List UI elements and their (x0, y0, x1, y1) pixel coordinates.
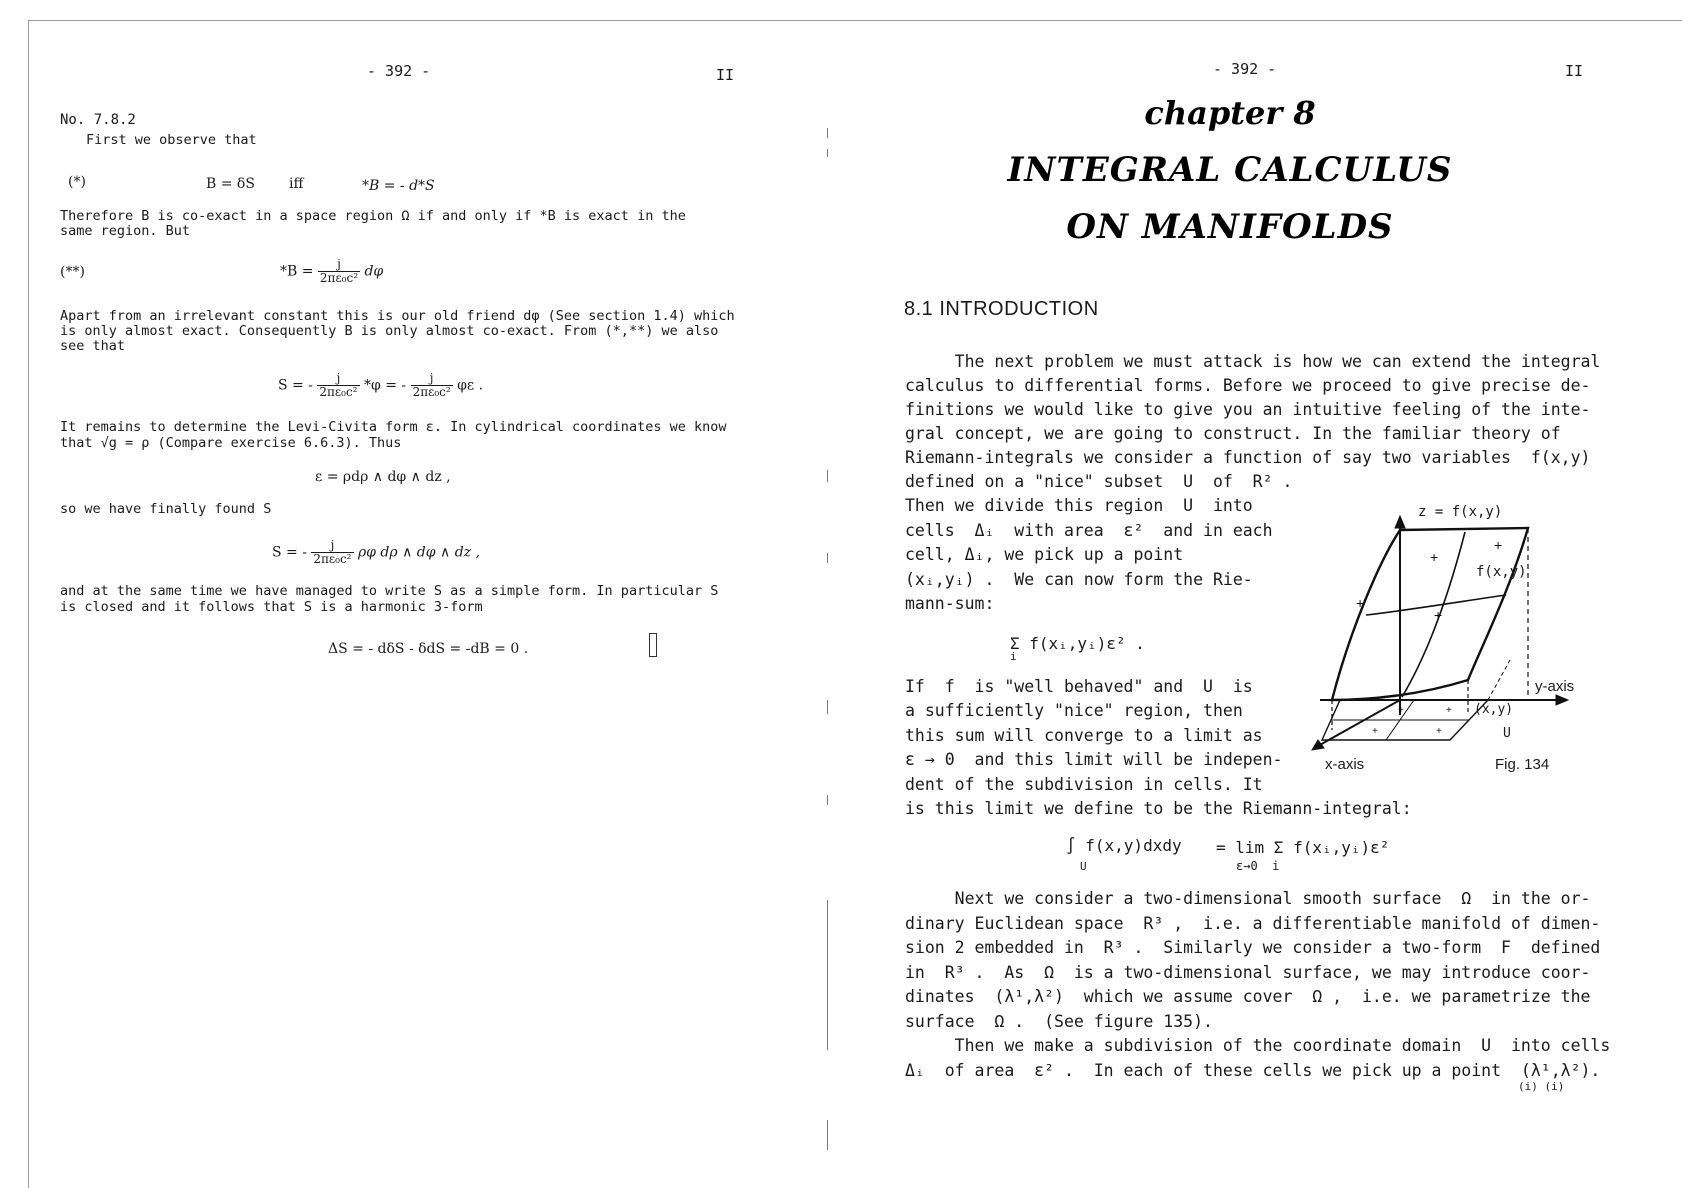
eq3-lhs: S = - (278, 377, 313, 394)
p3-line: sion 2 embedded in R³ . Similarly we consider a two-form F defined (905, 938, 1601, 957)
p1-line: Riemann-integrals we consider a function of say two variables f(x,y) (905, 448, 1591, 467)
para3-line2: that √g = ρ (Compare exercise 6.6.3). Thus (60, 435, 402, 451)
integral-rhs: = lim Σ f(xᵢ,yᵢ)ε² (1216, 838, 1390, 857)
para2-line2: is only almost exact. Consequently B is only almost co-exact. From (*,**) we also (60, 323, 719, 339)
p2-line: a sufficiently "nice" region, then (905, 701, 1243, 720)
p2-line: this sum will converge to a limit as (905, 726, 1263, 745)
gutter-mark (827, 128, 828, 138)
z-axis-arrow (1395, 516, 1405, 528)
end-of-proof-box (649, 633, 657, 657)
p2-line: ε → 0 and this limit will be indepen- (905, 750, 1283, 769)
right-volume-label: II (1565, 62, 1584, 80)
eq3-num: j (317, 372, 359, 386)
para1-line2: same region. But (60, 223, 191, 239)
riemann-sum-index: i (1010, 650, 1017, 663)
eq5-den: 2πε₀c² (313, 552, 352, 566)
eq6: ΔS = - dδS - δdS = -dB = 0 . (328, 641, 529, 657)
p2-line: If f is "well behaved" and U is (905, 677, 1253, 696)
p3-line: dinary Euclidean space R³ , i.e. a differentiable manifold of dimen- (905, 914, 1601, 933)
gutter-mark (827, 470, 828, 482)
p3-line: Δᵢ of area ε² . In each of these cells we pick up a point (λ¹,λ²). (905, 1061, 1601, 1080)
riemann-sum: Σ f(xᵢ,yᵢ)ε² . (1010, 634, 1145, 653)
y-axis-arrow (1556, 695, 1568, 705)
intro-text: First we observe that (86, 132, 257, 148)
plus-mark: + (1398, 705, 1404, 716)
p3-line: Next we consider a two-dimensional smooth surface Ω in the or- (905, 889, 1591, 908)
gutter-mark (827, 900, 828, 1050)
integral-rhs-sub: ε→0 i (1236, 859, 1280, 873)
eq1-mid: iff (289, 176, 304, 192)
eq2-fraction (318, 258, 360, 285)
eq2-lhs: *B = (280, 263, 314, 280)
gutter-mark (827, 1120, 828, 1150)
para4: so we have finally found S (60, 501, 272, 517)
integral-sub: U (1080, 860, 1087, 873)
p1-line: finitions we would like to give you an intuitive feeling of the inte- (905, 400, 1591, 419)
z-axis-label: z = f(x,y) (1418, 504, 1503, 520)
eq2-rhs: dφ (364, 263, 384, 280)
p1-line: cell, Δᵢ, we pick up a point (905, 545, 1184, 564)
eq5-fraction (311, 539, 353, 566)
gutter-mark (827, 553, 828, 563)
page-border-left (28, 20, 29, 1188)
gutter-mark (827, 700, 828, 714)
eq3-fraction-2 (411, 372, 453, 399)
problem-number: No. 7.8.2 (60, 112, 136, 128)
figure-134 (1300, 500, 1600, 780)
x-axis-arrow (1312, 740, 1324, 750)
eq5-rhs: ρφ dρ ∧ dφ ∧ dz , (357, 544, 480, 561)
point-subscript: (i) (i) (1518, 1080, 1565, 1093)
plus-mark: + (1446, 705, 1452, 716)
region-u-label: U (1503, 726, 1511, 741)
p1-line: mann-sum: (905, 594, 995, 613)
left-page-number: - 392 - (367, 62, 431, 80)
eq5-num: j (311, 539, 353, 553)
eq5 (272, 539, 480, 566)
p1-line: (xᵢ,yᵢ) . We can now form the Rie- (905, 570, 1253, 589)
integral-lhs: ∫ f(x,y)dxdy (1066, 836, 1182, 855)
eq3-rhs: φε . (457, 377, 484, 394)
gutter-mark (827, 149, 828, 157)
para1-line1: Therefore B is co-exact in a space region Ω if and only if *B is exact in the (60, 208, 686, 224)
plus-mark: + (1436, 726, 1442, 737)
p1-line: defined on a "nice" subset U of R² . (905, 472, 1293, 491)
chapter-label: chapter 8 (1144, 94, 1316, 132)
p1-line: cells Δᵢ with area ε² and in each (905, 521, 1273, 540)
para5-line1: and at the same time we have managed to write S as a simple form. In particular S (60, 583, 719, 599)
para2-line1: Apart from an irrelevant constant this is our old friend dφ (See section 1.4) which (60, 308, 735, 324)
eq4: ε = ρdρ ∧ dφ ∧ dz , (315, 469, 451, 485)
eq3 (278, 372, 483, 399)
eq3-den2: 2πε₀c² (412, 385, 451, 399)
eq1-tag: (*) (68, 174, 86, 190)
eq3-fraction-1 (317, 372, 359, 399)
p2-line: is this limit we define to be the Riemann-integral: (905, 799, 1412, 818)
eq2-den: 2πε₀c² (319, 271, 359, 285)
p3-line: surface Ω . (See figure 135). (905, 1012, 1213, 1031)
p3-line: dinates (λ¹,λ²) which we assume cover Ω , i.e. we parametrize the (905, 987, 1591, 1006)
domain-point-label: (x,y) (1474, 702, 1514, 717)
eq2 (280, 258, 383, 285)
x-axis-label: x-axis (1325, 756, 1365, 773)
plus-mark: + (1494, 537, 1503, 553)
eq2-tag: (**) (60, 264, 85, 280)
eq2-num: j (318, 258, 360, 272)
plus-mark: + (1356, 595, 1365, 611)
surface-point-label: f(x,y) (1476, 564, 1527, 580)
plus-mark: + (1372, 726, 1378, 737)
eq3-mid: *φ = - (363, 377, 407, 394)
p1-line: gral concept, we are going to construct. In the familiar theory of (905, 424, 1561, 443)
right-page-number: - 392 - (1213, 60, 1277, 78)
chapter-title-line1: INTEGRAL CALCULUS (1007, 150, 1453, 190)
para2-line3: see that (60, 338, 126, 354)
eq1-rhs: *B = - d*S (362, 178, 435, 194)
p1-line: Then we divide this region U into (905, 496, 1253, 515)
figure-caption: Fig. 134 (1495, 756, 1550, 773)
para5-line2: is closed and it follows that S is a harmonic 3-form (60, 599, 483, 615)
projection-line (1488, 660, 1510, 700)
p3-line: in R³ . As Ω is a two-dimensional surface, we may introduce coor- (905, 963, 1591, 982)
plus-mark: + (1430, 549, 1439, 565)
eq1-lhs: B = δS (206, 176, 255, 192)
page-border-top (28, 20, 1682, 21)
p1-line: The next problem we must attack is how we can extend the integral (905, 352, 1601, 371)
p3-line: Then we make a subdivision of the coordinate domain U into cells (905, 1036, 1611, 1055)
section-heading: 8.1 INTRODUCTION (904, 298, 1099, 320)
y-axis-label: y-axis (1535, 678, 1575, 695)
chapter-title-line2: ON MANIFOLDS (1066, 207, 1394, 247)
left-volume-label: II (716, 66, 735, 84)
eq3-num2: j (411, 372, 453, 386)
eq5-lhs: S = - (272, 544, 307, 561)
plus-mark: + (1434, 607, 1443, 623)
p1-line: calculus to differential forms. Before we proceed to give precise de- (905, 376, 1591, 395)
eq3-den: 2πε₀c² (319, 385, 358, 399)
p2-line: dent of the subdivision in cells. It (905, 775, 1263, 794)
para3-line1: It remains to determine the Levi-Civita form ε. In cylindrical coordinates we know (60, 419, 727, 435)
gutter-mark (827, 795, 828, 805)
